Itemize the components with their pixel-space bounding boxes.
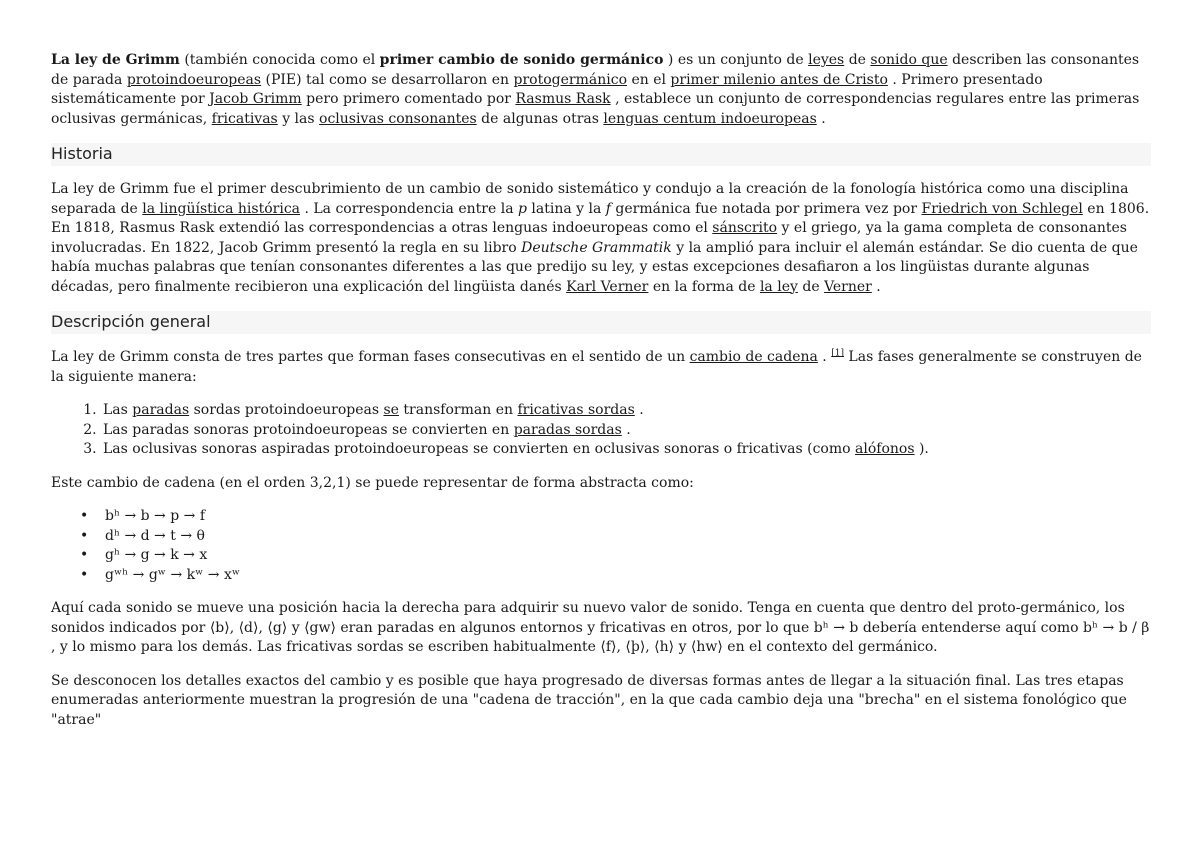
link-alofonos[interactable]: alófonos: [855, 441, 915, 457]
list-item: • gʰ → g → k → x: [105, 546, 1151, 566]
intro-term: La ley de Grimm: [51, 52, 180, 68]
section-heading-historia: Historia: [51, 143, 1151, 166]
descripcion-paragraph-4: Se desconocen los detalles exactos del cambio y es posible que haya progresado de diversas formas antes de llegar a la situación final. Las tres etapas enumeradas anteriormente muestran la progresión de una "cadena de tracción", en la que cada cambio deja una "brecha" en el sistema fonológico que "atrae": [51, 672, 1127, 728]
link-protoindoeuropeas[interactable]: protoindoeuropeas: [126, 71, 262, 88]
link-oclusivas-consonantes[interactable]: oclusivas consonantes: [319, 110, 477, 127]
intro-paragraph: La ley de Grimm (también conocida como el primer cambio de sonido germánico ) es un conjunto de leyes de sonido que describen las consonantes de parada protoindoeuropeas (PIE) tal como se desarrollaron en protogermánico en el primer milenio antes de Cristo . Primero presentado sistemáticamente por Jacob Grimm pero primero comentado por Rasmus Rask , establece un conjunto de correspondencias regulares entre las primeras oclusivas germánicas, fricativas y las oclusivas consonantes de algunas otras lenguas centum indoeuropeas .: [51, 52, 1140, 127]
link-sonido[interactable]: sonido que: [870, 52, 948, 68]
link-fricativas-sordas[interactable]: fricativas sordas: [517, 402, 635, 418]
reference-1[interactable]: [1]: [831, 348, 844, 359]
descripcion-paragraph-1: La ley de Grimm consta de tres partes que forman fases consecutivas en el sentido de un cambio de cadena . [1] Las fases generalmente se construyen de la siguiente manera:: [51, 348, 1142, 385]
historia-paragraph: La ley de Grimm fue el primer descubrimiento de un cambio de sonido sistemático y condujo a la creación de la fonología histórica como una disciplina separada de la lingüística histórica . La correspondencia entre la p latina y la f germánica fue notada por primera vez por Friedrich von Schlegel en 1806. En 1818, Rasmus Rask extendió las correspondencias a otras lenguas indoeuropeas como el sánscrito y el griego, ya la gama completa de consonantes involucradas. En 1822, Jacob Grimm presentó la regla en su libro Deutsche Grammatik y la amplió para incluir el alemán estándar. Se dio cuenta de que había muchas palabras que tenían consonantes diferentes a las que predijo su ley, y estas excepciones desafiaron a los lingüistas durante algunas décadas, pero finalmente recibieron una explicación del lingüista danés Karl Verner en la forma de la ley de Verner .: [51, 181, 1150, 295]
link-paradas[interactable]: paradas: [132, 402, 190, 418]
phase-list: [51, 401, 1151, 460]
article: [51, 0, 1151, 730]
list-item: 1. Las paradas sordas protoindoeuropeas se transforman en fricativas sordas .: [101, 401, 1151, 421]
link-lenguas-centum[interactable]: lenguas centum indoeuropeas: [603, 110, 817, 127]
link-se[interactable]: se: [383, 402, 399, 418]
link-karl-verner[interactable]: Karl Verner: [566, 278, 649, 295]
link-friedrich-von-schlegel[interactable]: Friedrich von Schlegel: [921, 200, 1083, 217]
list-item: • dʰ → d → t → θ: [105, 527, 1151, 547]
link-cambio-de-cadena[interactable]: cambio de cadena: [689, 349, 818, 365]
link-protogermanico[interactable]: protogermánico: [513, 71, 627, 88]
sound-chain-list: [51, 507, 1151, 585]
link-leyes[interactable]: leyes: [808, 52, 845, 68]
section-heading-descripcion: Descripción general: [51, 311, 1151, 334]
link-primer-milenio[interactable]: primer milenio antes de Cristo: [670, 71, 888, 88]
link-rasmus-rask[interactable]: Rasmus Rask: [515, 91, 611, 107]
book-title: Deutsche Grammatik: [521, 239, 672, 256]
descripcion-paragraph-3: Aquí cada sonido se mueve una posición hacia la derecha para adquirir su nuevo valor de sonido. Tenga en cuenta que dentro del proto-germánico, los sonidos indicados por ⟨b⟩, ⟨d⟩, ⟨g⟩ y ⟨gw⟩ eran paradas en algunos entornos y fricativas en otros, por lo que bʰ → b debería entenderse aquí como bʰ → b / β , y lo mismo para los demás. Las fricativas sordas se escriben habitualmente ⟨f⟩, ⟨þ⟩, ⟨h⟩ y ⟨hw⟩ en el contexto del germánico.: [51, 600, 1150, 655]
link-verner[interactable]: Verner: [824, 278, 872, 295]
list-item: • gʷʰ → gʷ → kʷ → xʷ: [105, 566, 1151, 586]
link-fricativas[interactable]: fricativas: [211, 110, 278, 127]
list-item: 3. Las oclusivas sonoras aspiradas protoindoeuropeas se convierten en oclusivas sonoras o fricativas (como alófonos ).: [101, 440, 1151, 460]
link-jacob-grimm[interactable]: Jacob Grimm: [209, 91, 302, 107]
intro-alt-name: primer cambio de sonido germánico: [379, 52, 664, 68]
link-sanscrito[interactable]: sánscrito: [712, 220, 778, 236]
link-paradas-sordas[interactable]: paradas sordas: [513, 421, 622, 438]
list-item: 2. Las paradas sonoras protoindoeuropeas se convierten en paradas sordas .: [101, 421, 1151, 441]
link-linguistica-historica[interactable]: la lingüística histórica: [142, 200, 300, 217]
list-item: • bʰ → b → p → f: [105, 507, 1151, 527]
descripcion-paragraph-2: Este cambio de cadena (en el orden 3,2,1) se puede representar de forma abstracta como:: [51, 474, 694, 491]
link-la-ley[interactable]: la ley: [759, 278, 798, 295]
